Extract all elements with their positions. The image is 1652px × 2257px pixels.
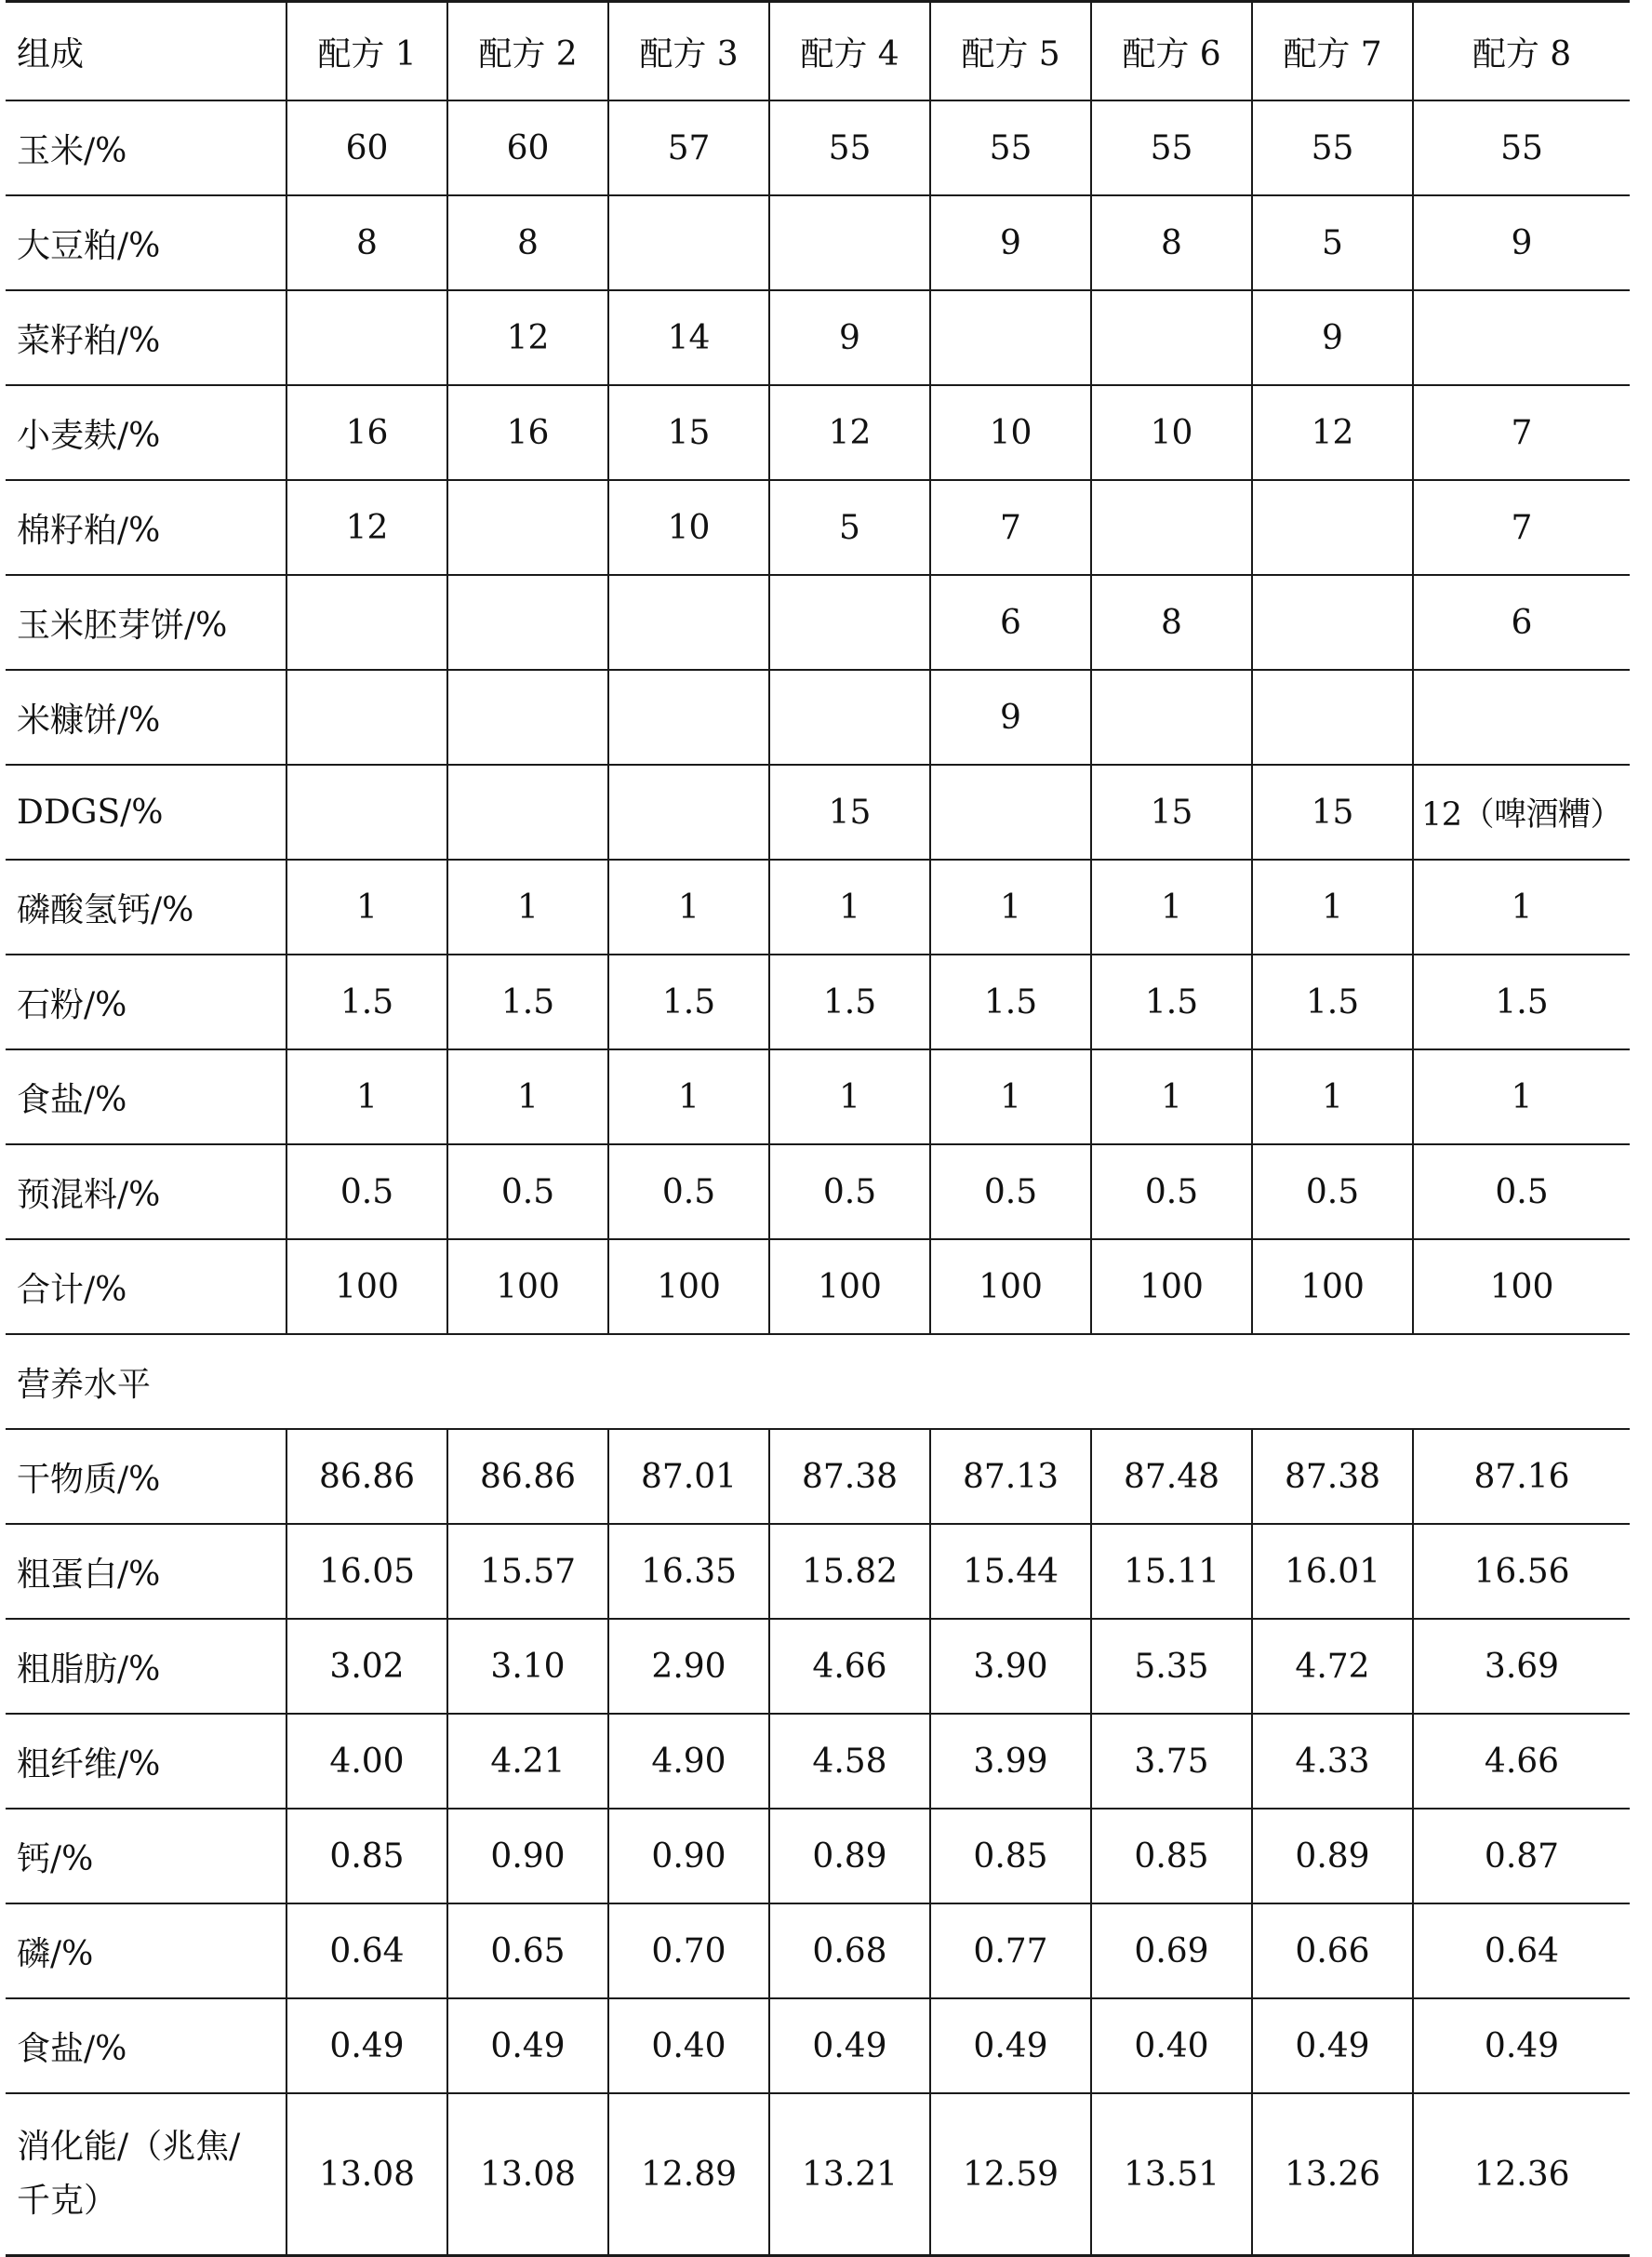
value-cell: 1 (1091, 1049, 1252, 1144)
value-cell: 87.13 (930, 1429, 1091, 1524)
value-cell: 10 (1091, 385, 1252, 480)
header-formula-cell: 配方 5 (930, 2, 1091, 101)
row-label-cell: 大豆粕/% (6, 195, 286, 290)
value-cell: 100 (769, 1239, 930, 1334)
value-cell: 1.5 (769, 955, 930, 1049)
value-cell (286, 765, 447, 860)
value-cell: 1 (1413, 1049, 1630, 1144)
nutrition-row (6, 1619, 1630, 1714)
value-cell: 0.49 (286, 1998, 447, 2093)
value-cell (769, 195, 930, 290)
value-cell: 60 (447, 100, 608, 195)
value-cell: 3.69 (1413, 1619, 1630, 1714)
value-cell (608, 670, 769, 765)
value-cell: 8 (286, 195, 447, 290)
value-cell: 8 (1091, 575, 1252, 670)
value-cell (1252, 670, 1413, 765)
value-cell: 4.90 (608, 1714, 769, 1809)
row-label-cell: 粗纤维/% (6, 1714, 286, 1809)
value-cell: 5.35 (1091, 1619, 1252, 1714)
value-cell: 1 (930, 1049, 1091, 1144)
value-cell: 0.49 (447, 1998, 608, 2093)
row-label-cell: 磷/% (6, 1903, 286, 1998)
row-label-cell: 食盐/% (6, 1049, 286, 1144)
formula-table (6, 0, 1630, 2257)
value-cell: 0.69 (1091, 1903, 1252, 1998)
value-cell: 12 (769, 385, 930, 480)
composition-row (6, 860, 1630, 955)
value-cell: 1 (608, 1049, 769, 1144)
value-cell: 0.5 (930, 1144, 1091, 1239)
value-cell: 1 (447, 1049, 608, 1144)
value-cell: 0.5 (447, 1144, 608, 1239)
header-formula-cell: 配方 3 (608, 2, 769, 101)
value-cell: 10 (608, 480, 769, 575)
value-cell: 4.66 (769, 1619, 930, 1714)
value-cell (1091, 290, 1252, 385)
value-cell: 100 (608, 1239, 769, 1334)
composition-row (6, 1049, 1630, 1144)
value-cell: 16.35 (608, 1524, 769, 1619)
value-cell: 15 (1252, 765, 1413, 860)
value-cell: 0.85 (286, 1809, 447, 1903)
value-cell: 2.90 (608, 1619, 769, 1714)
value-cell (1413, 290, 1630, 385)
value-cell (930, 290, 1091, 385)
value-cell: 8 (1091, 195, 1252, 290)
value-cell: 0.5 (1413, 1144, 1630, 1239)
value-cell: 87.48 (1091, 1429, 1252, 1524)
value-cell: 4.21 (447, 1714, 608, 1809)
row-label-cell: 粗脂肪/% (6, 1619, 286, 1714)
value-cell (447, 575, 608, 670)
value-cell: 1 (1252, 1049, 1413, 1144)
value-cell: 15.11 (1091, 1524, 1252, 1619)
value-cell: 13.08 (447, 2093, 608, 2256)
row-label-cell: 消化能/（兆焦/千克） (6, 2093, 286, 2256)
value-cell (1413, 670, 1630, 765)
value-cell: 0.65 (447, 1903, 608, 1998)
composition-row (6, 480, 1630, 575)
value-cell: 9 (1252, 290, 1413, 385)
value-cell: 0.40 (1091, 1998, 1252, 2093)
value-cell: 57 (608, 100, 769, 195)
value-cell: 1 (447, 860, 608, 955)
value-cell: 55 (1413, 100, 1630, 195)
row-label-cell: 棉籽粕/% (6, 480, 286, 575)
value-cell: 0.49 (1252, 1998, 1413, 2093)
value-cell: 0.70 (608, 1903, 769, 1998)
value-cell: 6 (930, 575, 1091, 670)
row-label-cell: 合计/% (6, 1239, 286, 1334)
value-cell: 3.10 (447, 1619, 608, 1714)
value-cell (447, 480, 608, 575)
value-cell: 0.5 (1091, 1144, 1252, 1239)
value-cell: 3.75 (1091, 1714, 1252, 1809)
value-cell: 0.66 (1252, 1903, 1413, 1998)
value-cell: 9 (1413, 195, 1630, 290)
value-cell: 15.44 (930, 1524, 1091, 1619)
section-row (6, 1334, 1630, 1429)
value-cell (286, 575, 447, 670)
composition-row (6, 100, 1630, 195)
value-cell: 12 (286, 480, 447, 575)
value-cell: 0.49 (769, 1998, 930, 2093)
row-label-cell: 玉米/% (6, 100, 286, 195)
value-cell: 1 (286, 1049, 447, 1144)
row-label-cell: 钙/% (6, 1809, 286, 1903)
header-row (6, 2, 1630, 101)
value-cell (930, 765, 1091, 860)
value-cell (286, 670, 447, 765)
value-cell: 4.33 (1252, 1714, 1413, 1809)
value-cell (769, 575, 930, 670)
value-cell: 15 (1091, 765, 1252, 860)
value-cell: 55 (1091, 100, 1252, 195)
value-cell: 7 (1413, 480, 1630, 575)
value-cell: 12.59 (930, 2093, 1091, 2256)
value-cell: 1 (1413, 860, 1630, 955)
value-cell: 9 (769, 290, 930, 385)
nutrition-row (6, 1524, 1630, 1619)
header-formula-cell: 配方 4 (769, 2, 930, 101)
nutrition-row (6, 2093, 1630, 2256)
value-cell: 4.00 (286, 1714, 447, 1809)
value-cell: 55 (769, 100, 930, 195)
value-cell: 86.86 (286, 1429, 447, 1524)
nutrition-row (6, 1714, 1630, 1809)
composition-row (6, 670, 1630, 765)
table-body (6, 2, 1630, 2256)
value-cell: 0.64 (1413, 1903, 1630, 1998)
value-cell: 15 (769, 765, 930, 860)
value-cell: 1 (1252, 860, 1413, 955)
nutrition-row (6, 1429, 1630, 1524)
value-cell: 16 (286, 385, 447, 480)
value-cell: 0.5 (608, 1144, 769, 1239)
value-cell: 100 (1413, 1239, 1630, 1334)
value-cell (1252, 575, 1413, 670)
value-cell: 0.68 (769, 1903, 930, 1998)
value-cell: 16.01 (1252, 1524, 1413, 1619)
value-cell: 0.87 (1413, 1809, 1630, 1903)
composition-row (6, 1144, 1630, 1239)
value-cell: 86.86 (447, 1429, 608, 1524)
value-cell: 4.66 (1413, 1714, 1630, 1809)
value-cell: 0.89 (769, 1809, 930, 1903)
composition-row (6, 385, 1630, 480)
row-label-cell: DDGS/% (6, 765, 286, 860)
value-cell: 3.90 (930, 1619, 1091, 1714)
composition-row (6, 765, 1630, 860)
value-cell: 12.36 (1413, 2093, 1630, 2256)
value-cell: 16.05 (286, 1524, 447, 1619)
value-cell: 0.64 (286, 1903, 447, 1998)
value-cell (608, 575, 769, 670)
value-cell (769, 670, 930, 765)
value-cell: 0.89 (1252, 1809, 1413, 1903)
header-formula-cell: 配方 8 (1413, 2, 1630, 101)
value-cell: 5 (1252, 195, 1413, 290)
value-cell: 1 (1091, 860, 1252, 955)
value-cell: 6 (1413, 575, 1630, 670)
nutrition-row (6, 1998, 1630, 2093)
row-label-cell: 食盐/% (6, 1998, 286, 2093)
value-cell: 3.99 (930, 1714, 1091, 1809)
value-cell: 9 (930, 670, 1091, 765)
value-cell: 0.5 (286, 1144, 447, 1239)
value-cell (1091, 480, 1252, 575)
value-cell: 15.57 (447, 1524, 608, 1619)
header-label-cell: 组成 (6, 2, 286, 101)
value-cell: 100 (286, 1239, 447, 1334)
value-cell: 12（啤酒糟） (1413, 765, 1630, 860)
row-label-cell: 磷酸氢钙/% (6, 860, 286, 955)
value-cell: 1.5 (608, 955, 769, 1049)
composition-row (6, 290, 1630, 385)
value-cell: 0.49 (1413, 1998, 1630, 2093)
row-label-cell: 石粉/% (6, 955, 286, 1049)
value-cell: 87.38 (1252, 1429, 1413, 1524)
row-label-cell: 小麦麸/% (6, 385, 286, 480)
value-cell: 1.5 (286, 955, 447, 1049)
header-formula-cell: 配方 1 (286, 2, 447, 101)
value-cell: 60 (286, 100, 447, 195)
value-cell (447, 670, 608, 765)
value-cell: 15 (608, 385, 769, 480)
value-cell: 0.90 (608, 1809, 769, 1903)
value-cell: 16.56 (1413, 1524, 1630, 1619)
value-cell: 87.16 (1413, 1429, 1630, 1524)
value-cell: 87.01 (608, 1429, 769, 1524)
value-cell: 1.5 (930, 955, 1091, 1049)
value-cell: 12 (1252, 385, 1413, 480)
value-cell: 1.5 (1091, 955, 1252, 1049)
value-cell (1252, 480, 1413, 575)
composition-row (6, 575, 1630, 670)
nutrition-row (6, 1903, 1630, 1998)
value-cell: 4.72 (1252, 1619, 1413, 1714)
row-label-cell: 粗蛋白/% (6, 1524, 286, 1619)
value-cell: 1.5 (1413, 955, 1630, 1049)
row-label-cell: 菜籽粕/% (6, 290, 286, 385)
value-cell: 1 (930, 860, 1091, 955)
value-cell: 87.38 (769, 1429, 930, 1524)
value-cell: 9 (930, 195, 1091, 290)
value-cell: 0.49 (930, 1998, 1091, 2093)
row-label-cell: 干物质/% (6, 1429, 286, 1524)
value-cell: 16 (447, 385, 608, 480)
value-cell: 12 (447, 290, 608, 385)
value-cell (608, 195, 769, 290)
section-label-cell: 营养水平 (6, 1334, 1630, 1429)
value-cell: 14 (608, 290, 769, 385)
value-cell: 10 (930, 385, 1091, 480)
value-cell: 15.82 (769, 1524, 930, 1619)
value-cell: 0.85 (1091, 1809, 1252, 1903)
composition-row (6, 955, 1630, 1049)
value-cell: 13.21 (769, 2093, 930, 2256)
value-cell (1091, 670, 1252, 765)
value-cell: 0.90 (447, 1809, 608, 1903)
header-formula-cell: 配方 2 (447, 2, 608, 101)
value-cell: 4.58 (769, 1714, 930, 1809)
value-cell: 0.5 (1252, 1144, 1413, 1239)
value-cell: 100 (447, 1239, 608, 1334)
value-cell: 100 (1252, 1239, 1413, 1334)
composition-row (6, 195, 1630, 290)
row-label-cell: 预混料/% (6, 1144, 286, 1239)
value-cell: 12.89 (608, 2093, 769, 2256)
value-cell: 55 (930, 100, 1091, 195)
value-cell: 0.5 (769, 1144, 930, 1239)
value-cell: 13.51 (1091, 2093, 1252, 2256)
value-cell: 7 (930, 480, 1091, 575)
value-cell (286, 290, 447, 385)
value-cell (608, 765, 769, 860)
row-label-cell: 米糠饼/% (6, 670, 286, 765)
value-cell: 7 (1413, 385, 1630, 480)
header-formula-cell: 配方 7 (1252, 2, 1413, 101)
value-cell: 1 (769, 1049, 930, 1144)
value-cell: 100 (930, 1239, 1091, 1334)
nutrition-row (6, 1809, 1630, 1903)
value-cell: 1.5 (1252, 955, 1413, 1049)
value-cell: 0.85 (930, 1809, 1091, 1903)
value-cell (447, 765, 608, 860)
value-cell: 0.40 (608, 1998, 769, 2093)
value-cell: 100 (1091, 1239, 1252, 1334)
value-cell: 8 (447, 195, 608, 290)
value-cell: 55 (1252, 100, 1413, 195)
value-cell: 0.77 (930, 1903, 1091, 1998)
row-label-cell: 玉米胚芽饼/% (6, 575, 286, 670)
header-formula-cell: 配方 6 (1091, 2, 1252, 101)
value-cell: 3.02 (286, 1619, 447, 1714)
value-cell: 1 (769, 860, 930, 955)
composition-row (6, 1239, 1630, 1334)
value-cell: 1 (286, 860, 447, 955)
value-cell: 13.26 (1252, 2093, 1413, 2256)
value-cell: 13.08 (286, 2093, 447, 2256)
value-cell: 5 (769, 480, 930, 575)
value-cell: 1 (608, 860, 769, 955)
value-cell: 1.5 (447, 955, 608, 1049)
